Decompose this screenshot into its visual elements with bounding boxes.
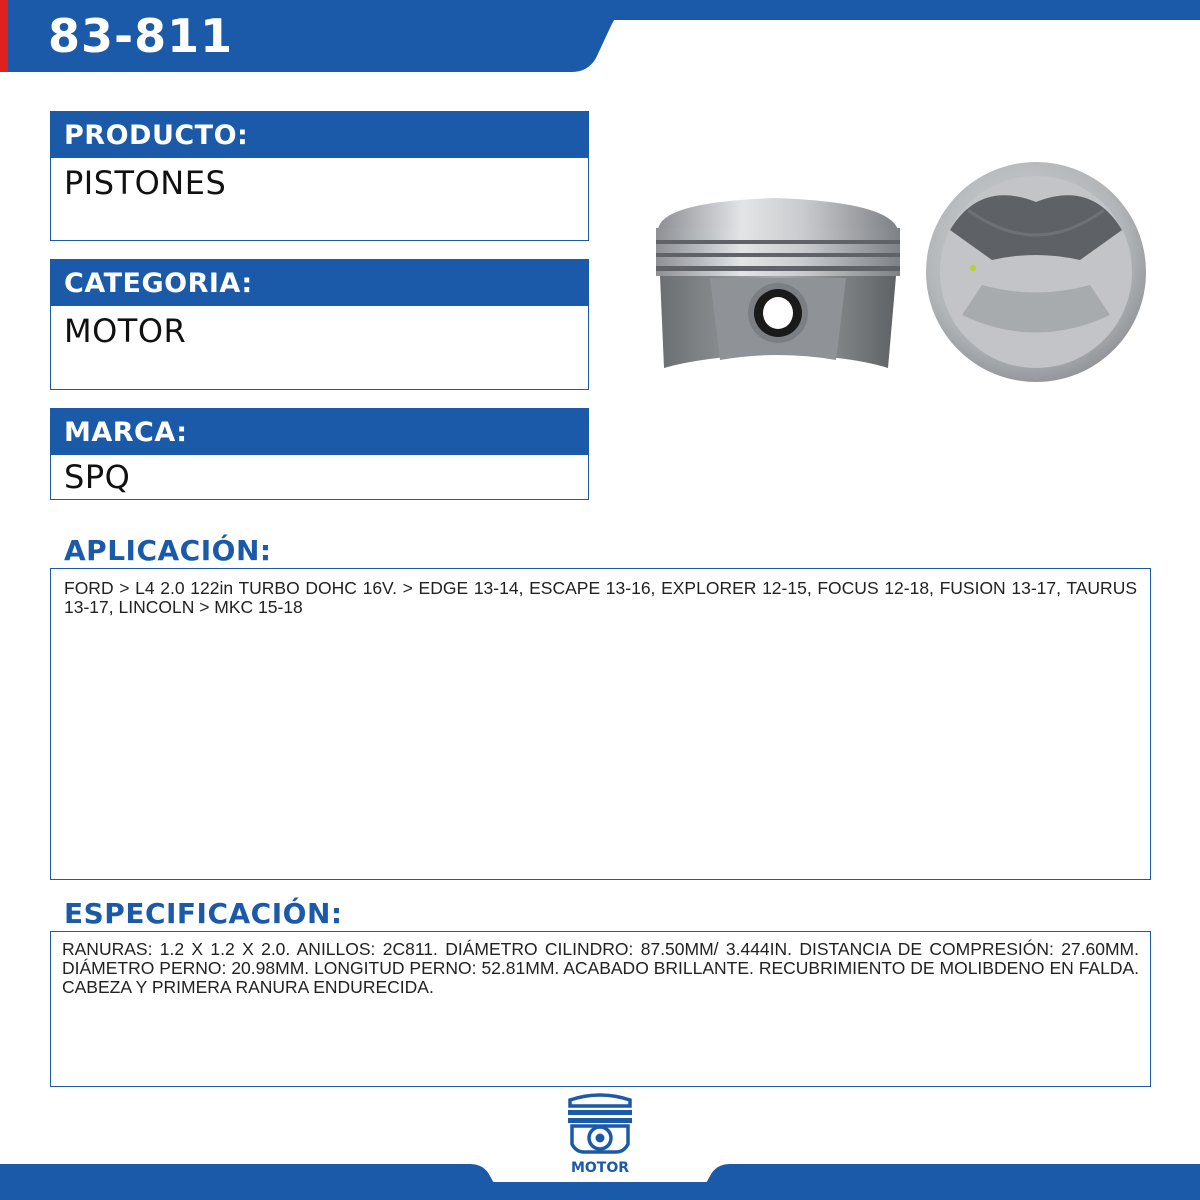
especificacion-box [50, 931, 1151, 1087]
piston-side-view [656, 198, 900, 368]
marca-box [50, 408, 589, 500]
piston-product-image [650, 160, 1170, 385]
aplicacion-text: FORD > L4 2.0 122in TURBO DOHC 16V. > EDGE 13-14, ESCAPE 13-16, EXPLORER 12-15, FOCUS 12-18, FUSION 13-17, TAURUS 13-17, LINCOLN > MKC 15-18 [64, 578, 1137, 617]
aplicacion-box [50, 568, 1151, 880]
producto-label: PRODUCTO: [51, 112, 588, 158]
part-number-title: 83-811 [48, 9, 234, 63]
especificacion-text: RANURAS: 1.2 X 1.2 X 2.0. ANILLOS: 2C811. DIÁMETRO CILINDRO: 87.50MM/ 3.444IN. DISTANCIA DE COMPRESIÓN: 27.60MM. DIÁMETRO PERNO: 20.98MM. LONGITUD PERNO: 52.81MM. ACABADO BRILLANTE. RECUBRIMIENTO DE MOLIBDENO EN FALDA. CABEZA Y PRIMERA RANURA ENDURECIDA. [62, 939, 1139, 997]
aplicacion-title: APLICACIÓN: [64, 534, 272, 567]
categoria-box [50, 259, 589, 390]
piston-icon [564, 1092, 636, 1158]
marca-value: SPQ [64, 458, 131, 496]
categoria-label: CATEGORIA: [51, 260, 588, 306]
producto-value: PISTONES [64, 164, 227, 202]
categoria-value: MOTOR [64, 312, 187, 350]
especificacion-title: ESPECIFICACIÓN: [64, 897, 343, 930]
marca-label: MARCA: [51, 409, 588, 455]
footer-category-label: MOTOR [570, 1160, 630, 1176]
piston-top-view [926, 162, 1146, 382]
producto-box [50, 111, 589, 241]
